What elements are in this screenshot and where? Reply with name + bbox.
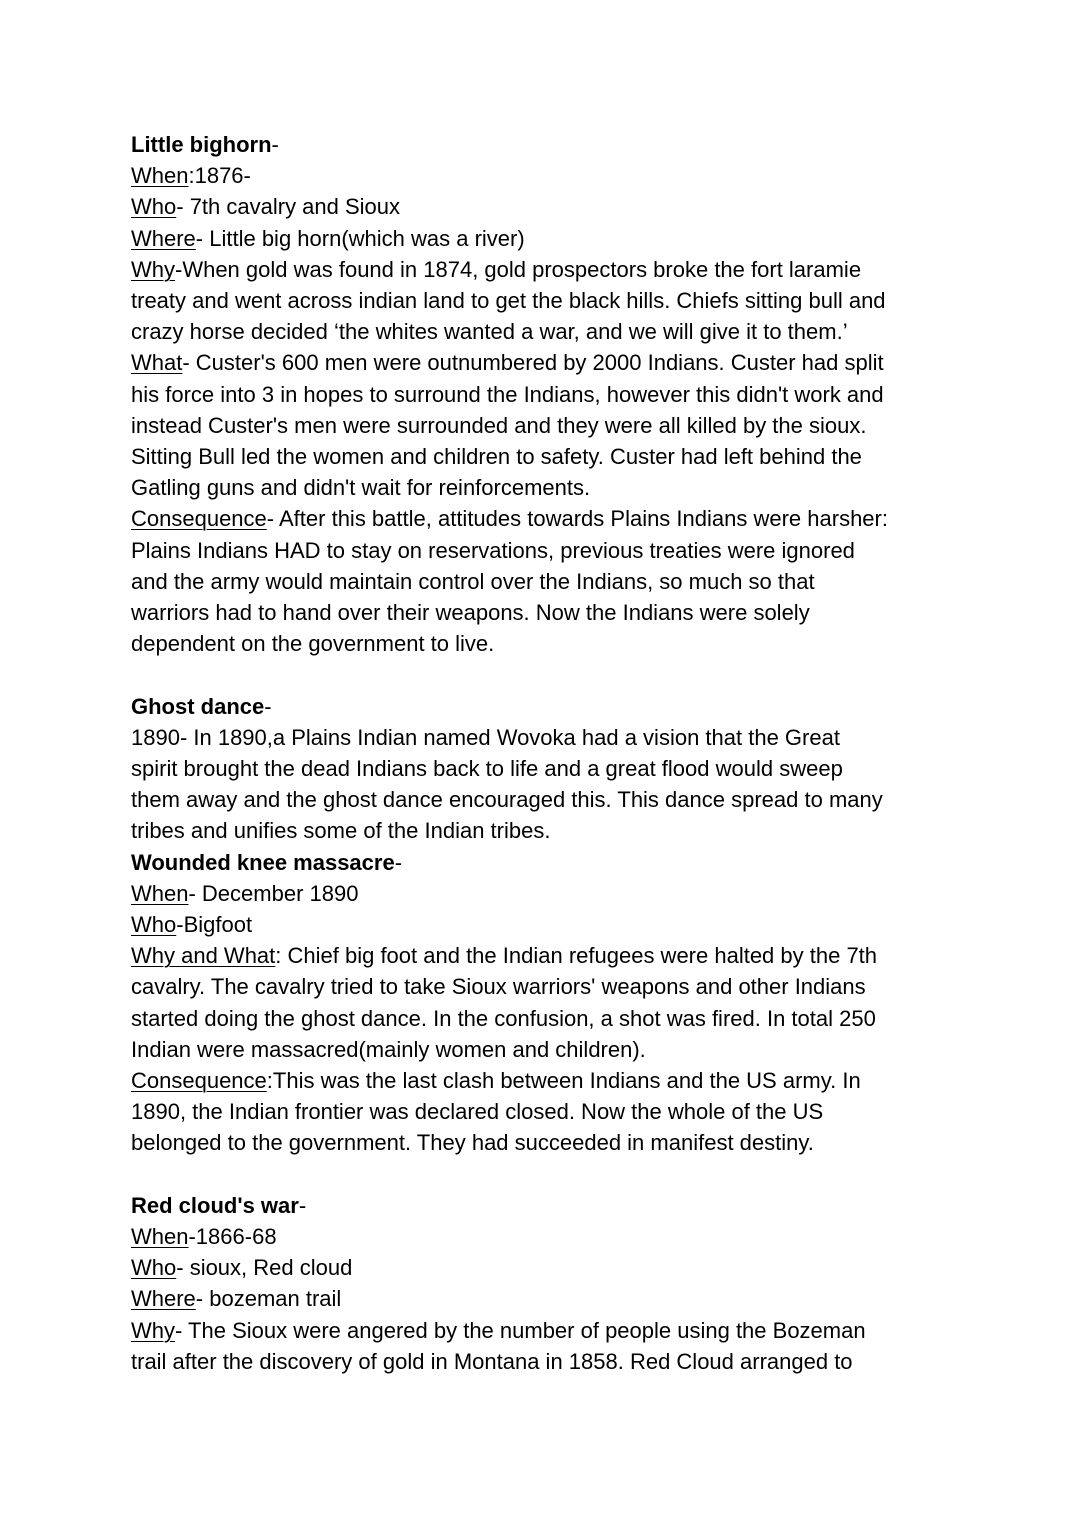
why-and-what-line: Why and What: Chief big foot and the Indian refugees were halted by the 7th bbox=[131, 943, 878, 969]
who-line: Who- 7th cavalry and Sioux bbox=[131, 194, 401, 220]
paragraph-line: warriors had to hand over their weapons. Now the Indians were solely bbox=[131, 600, 810, 626]
paragraph-line: treaty and went across indian land to get the black hills. Chiefs sitting bull and bbox=[131, 288, 886, 314]
section-spacer bbox=[131, 659, 951, 690]
why-line: Why-When gold was found in 1874, gold prospectors broke the fort laramie bbox=[131, 256, 862, 282]
paragraph-line: started doing the ghost dance. In the confusion, a shot was fired. In total 250 bbox=[131, 1005, 876, 1031]
section-heading-little-bighorn: Little bighorn- bbox=[131, 132, 279, 157]
section-heading-red-cloud: Red cloud's war- bbox=[131, 1192, 307, 1218]
consequence-line: Consequence- After this battle, attitudes towards Plains Indians were harsher: bbox=[131, 506, 888, 532]
paragraph-line: spirit brought the dead Indians back to life and a great flood would sweep bbox=[131, 756, 843, 782]
paragraph-line: dependent on the government to live. bbox=[131, 631, 495, 657]
paragraph-line: instead Custer's men were surrounded and they were all killed by the sioux. bbox=[131, 412, 867, 438]
document-page bbox=[131, 129, 951, 1377]
why-line: Why- The Sioux were angered by the number of people using the Bozeman bbox=[131, 1317, 866, 1343]
who-line: Who-Bigfoot bbox=[131, 912, 253, 938]
consequence-line: Consequence:This was the last clash between Indians and the US army. In bbox=[131, 1068, 861, 1094]
where-line: Where- bozeman trail bbox=[131, 1286, 342, 1312]
paragraph-line: Indian were massacred(mainly women and children). bbox=[131, 1036, 646, 1062]
paragraph-line: and the army would maintain control over the Indians, so much so that bbox=[131, 568, 815, 594]
when-line: When- December 1890 bbox=[131, 880, 359, 906]
section-heading-wounded-knee: Wounded knee massacre- bbox=[131, 849, 403, 875]
paragraph-line: tribes and unifies some of the Indian tribes. bbox=[131, 818, 551, 844]
paragraph-line: Plains Indians HAD to stay on reservations, previous treaties were ignored bbox=[131, 537, 855, 563]
section-heading-ghost-dance: Ghost dance- bbox=[131, 693, 272, 719]
where-line: Where- Little big horn(which was a river) bbox=[131, 225, 525, 251]
when-line: When:1876- bbox=[131, 163, 251, 189]
paragraph-line: them away and the ghost dance encouraged this. This dance spread to many bbox=[131, 787, 883, 813]
paragraph-line: trail after the discovery of gold in Montana in 1858. Red Cloud arranged to bbox=[131, 1348, 853, 1374]
paragraph-line: his force into 3 in hopes to surround the Indians, however this didn't work and bbox=[131, 381, 884, 407]
paragraph-line: belonged to the government. They had succeeded in manifest destiny. bbox=[131, 1130, 814, 1156]
paragraph-line: Gatling guns and didn't wait for reinforcements. bbox=[131, 475, 591, 501]
what-line: What- Custer's 600 men were outnumbered by 2000 Indians. Custer had split bbox=[131, 350, 884, 376]
paragraph-line: Sitting Bull led the women and children to safety. Custer had left behind the bbox=[131, 444, 862, 470]
paragraph-line: cavalry. The cavalry tried to take Sioux warriors' weapons and other Indians bbox=[131, 974, 866, 1000]
paragraph-line: 1890, the Indian frontier was declared closed. Now the whole of the US bbox=[131, 1099, 824, 1125]
section-spacer bbox=[131, 1159, 951, 1190]
when-line: When-1866-68 bbox=[131, 1224, 277, 1250]
who-line: Who- sioux, Red cloud bbox=[131, 1255, 353, 1281]
paragraph-line: 1890- In 1890,a Plains Indian named Wovoka had a vision that the Great bbox=[131, 724, 840, 750]
paragraph-line: crazy horse decided ‘the whites wanted a war, and we will give it to them.’ bbox=[131, 319, 848, 345]
